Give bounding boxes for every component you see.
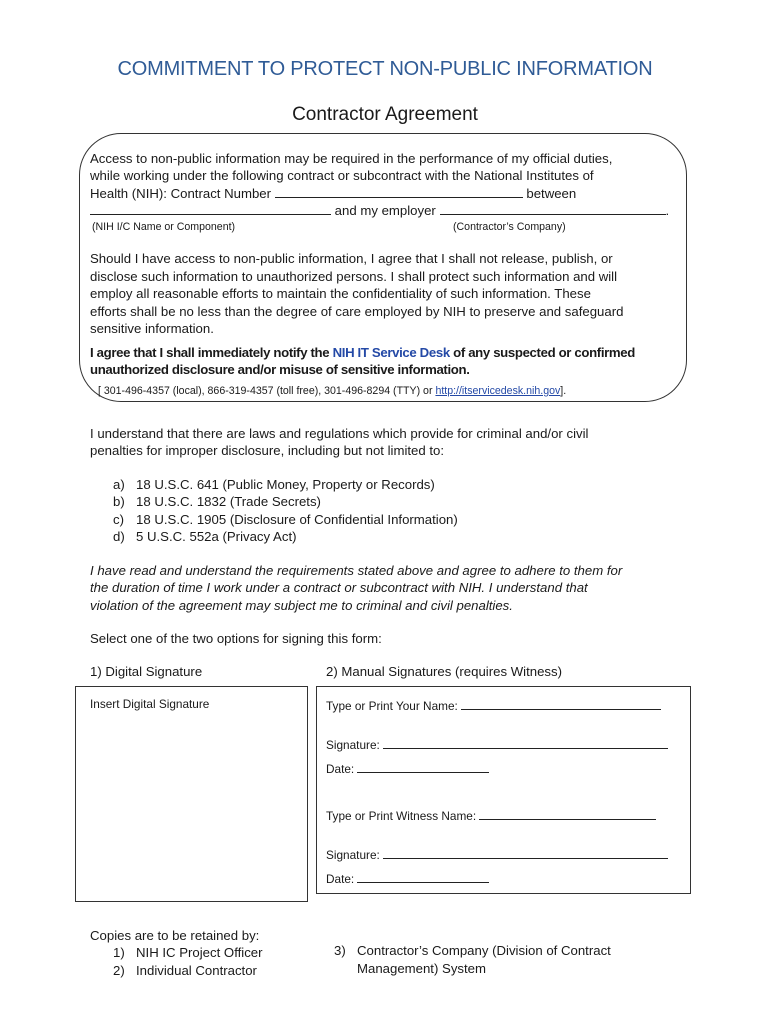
witness-signature-row	[326, 846, 668, 862]
laws-intro-line-2: penalties for improper disclosure, including but not limited to:	[90, 443, 445, 458]
law-item: 18 U.S.C. 641 (Public Money, Property or Records)	[136, 477, 435, 492]
copies-heading: Copies are to be retained by:	[90, 928, 260, 943]
law-item-marker: a)	[113, 477, 125, 492]
ack-line-1: I have read and understand the requirements stated above and agree to adhere to them for	[90, 563, 623, 578]
page-subtitle: Contractor Agreement	[292, 104, 478, 125]
witness-date-field[interactable]	[357, 870, 489, 883]
name-row	[326, 697, 661, 713]
copies-item: Individual Contractor	[136, 963, 257, 978]
signature-row	[326, 736, 668, 752]
name-field[interactable]	[461, 697, 661, 710]
signature-label: Signature:	[326, 738, 380, 752]
copies-item-marker: 3)	[334, 943, 346, 958]
employer-label: and my employer	[334, 203, 436, 218]
para2-line-1: Should I have access to non-public information, I agree that I shall not release, publish, or	[90, 251, 613, 266]
notify-line-2: unauthorized disclosure and/or misuse of sensitive information.	[90, 362, 470, 377]
notify-text-a: I agree that I shall immediately notify the	[90, 345, 330, 360]
ack-line-3: violation of the agreement may subject me to criminal and civil penalties.	[90, 598, 513, 613]
witness-label: Type or Print Witness Name:	[326, 809, 477, 823]
para2-line-3: employ all reasonable efforts to maintain the confidentiality of such information. These	[90, 286, 591, 301]
service-desk-link[interactable]: NIH IT Service Desk	[332, 345, 450, 360]
manual-signature-heading: 2) Manual Signatures (requires Witness)	[326, 664, 563, 679]
manual-signature-box	[316, 686, 691, 894]
copies-item-3-line-2: Management) System	[357, 961, 486, 976]
witness-row	[326, 807, 656, 823]
law-item: 5 U.S.C. 552a (Privacy Act)	[136, 529, 297, 544]
contractor-company-field[interactable]	[440, 202, 666, 215]
copies-item-3-line-1: Contractor’s Company (Division of Contract	[357, 943, 611, 958]
signing-prompt: Select one of the two options for signing this form:	[90, 631, 382, 646]
period: .	[665, 203, 670, 218]
date-field[interactable]	[357, 760, 489, 773]
law-item: 18 U.S.C. 1832 (Trade Secrets)	[136, 494, 321, 509]
intro-line-1: Access to non-public information may be required in the performance of my official duties,	[90, 151, 613, 166]
witness-date-label: Date:	[326, 872, 355, 886]
law-item-marker: c)	[113, 512, 124, 527]
date-label: Date:	[326, 762, 355, 776]
contract-number-field[interactable]	[275, 185, 523, 198]
ack-line-2: the duration of time I work under a contract or subcontract with NIH. I understand that	[90, 580, 588, 595]
witness-signature-field[interactable]	[383, 846, 668, 859]
witness-signature-label: Signature:	[326, 848, 380, 862]
contacts-end: ].	[560, 385, 567, 397]
page-title: COMMITMENT TO PROTECT NON-PUBLIC INFORMATION	[117, 58, 653, 80]
between-label: between	[526, 186, 577, 201]
contractor-company-caption: (Contractor’s Company)	[453, 221, 566, 233]
nih-component-caption: (NIH I/C Name or Component)	[92, 221, 236, 233]
name-label: Type or Print Your Name:	[326, 699, 458, 713]
laws-intro-line-1: I understand that there are laws and regulations which provide for criminal and/or civil	[90, 426, 589, 441]
law-item: 18 U.S.C. 1905 (Disclosure of Confidential Information)	[136, 512, 458, 527]
signature-field[interactable]	[383, 736, 668, 749]
date-row	[326, 760, 489, 776]
nih-component-field[interactable]	[90, 202, 331, 215]
copies-item-marker: 2)	[113, 963, 125, 978]
notify-line-1	[90, 344, 635, 362]
digital-signature-label: Insert Digital Signature	[90, 697, 210, 711]
intro-line-3	[90, 185, 576, 203]
notify-text-b: of any suspected or confirmed	[453, 345, 635, 360]
intro-line-4	[90, 202, 669, 220]
witness-name-field[interactable]	[479, 807, 656, 820]
para2-line-5: sensitive information.	[90, 321, 214, 336]
copies-item: NIH IC Project Officer	[136, 945, 263, 960]
itservicedesk-link[interactable]: http://itservicedesk.nih.gov	[435, 385, 561, 397]
contacts-text: [ 301-496-4357 (local), 866-319-4357 (toll free), 301-496-8294 (TTY) or	[98, 385, 433, 397]
law-item-marker: d)	[113, 529, 125, 544]
digital-signature-heading: 1) Digital Signature	[90, 664, 203, 679]
para2-line-4: efforts shall be no less than the degree of care employed by NIH to preserve and safeguard	[90, 304, 624, 319]
witness-date-row	[326, 870, 489, 886]
contacts-line	[98, 384, 566, 398]
contract-number-label: Health (NIH): Contract Number	[90, 186, 272, 201]
digital-signature-box[interactable]	[75, 686, 308, 902]
intro-line-2: while working under the following contract or subcontract with the National Institutes of	[90, 168, 594, 183]
para2-line-2: disclose such information to unauthorized persons. I shall protect such information and will	[90, 269, 618, 284]
law-item-marker: b)	[113, 494, 125, 509]
copies-item-marker: 1)	[113, 945, 125, 960]
